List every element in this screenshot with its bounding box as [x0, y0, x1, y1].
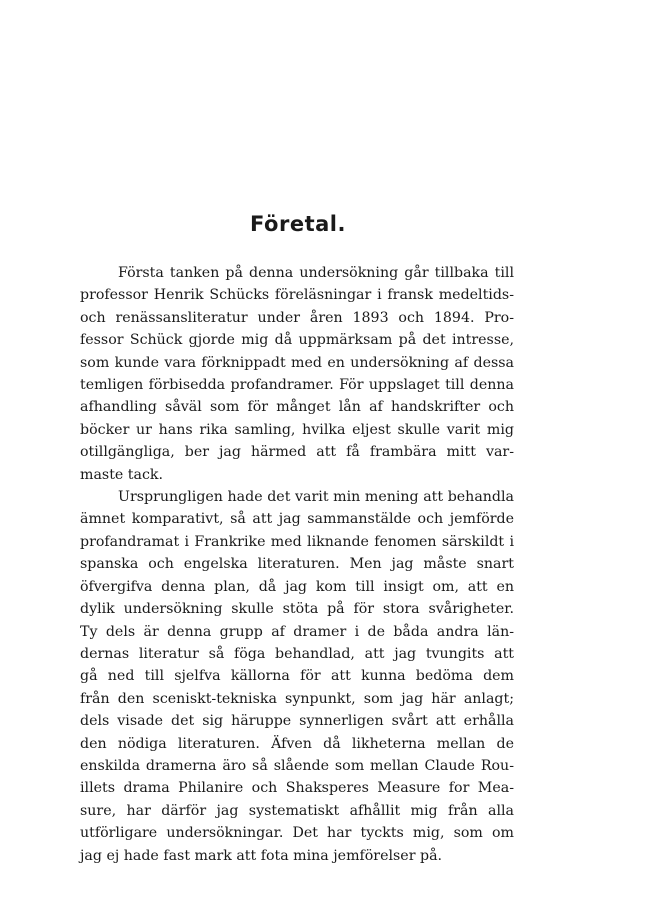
- text-line: och renässansliteratur under åren 1893 och 1894. Pro-: [80, 309, 514, 326]
- text-line: ämnet komparativt, så att jag sammanstälde och jemförde: [80, 511, 514, 528]
- text-line: dylik undersökning skulle stöta på för stora svårigheter.: [80, 601, 514, 618]
- text-line: fessor Schück gjorde mig då uppmärksam på det intresse,: [80, 332, 514, 349]
- text-line: temligen förbisedda profandramer. För uppslaget till denna: [80, 377, 514, 394]
- text-line: från den sceniskt-tekniska synpunkt, som jag här anlagt;: [80, 690, 514, 707]
- text-line: gå ned till sjelfva källorna för att kunna bedöma dem: [80, 668, 514, 685]
- text-line: öfvergifva denna plan, då jag kom till insigt om, att en: [80, 578, 514, 595]
- text-line: som kunde vara förknippadt med en undersökning af dessa: [80, 354, 514, 371]
- page-title: Företal.: [250, 212, 346, 236]
- text-line: dels visade det sig häruppe synnerligen svårt att erhålla: [80, 713, 514, 730]
- text-line: afhandling såväl som för månget lån af handskrifter och: [80, 399, 514, 416]
- text-line: den nödiga literaturen. Äfven då likheterna mellan de: [80, 735, 514, 752]
- text-line: böcker ur hans rika samling, hvilka eljest skulle varit mig: [80, 421, 514, 438]
- text-line: professor Henrik Schücks föreläsningar i fransk medeltids-: [80, 287, 514, 304]
- text-line: sure, har därför jag systematiskt afhållit mig från alla: [80, 802, 514, 819]
- paragraph: [80, 262, 514, 486]
- text-line: dernas literatur så föga behandlad, att jag tvungits att: [80, 645, 514, 662]
- text-line: utförligare undersökningar. Det har tyckts mig, som om: [80, 825, 514, 842]
- text-line: jag ej hade fast mark att fota mina jemförelser på.: [80, 847, 443, 864]
- text-line: Ty dels är denna grupp af dramer i de båda andra län-: [80, 623, 514, 640]
- text-line: enskilda dramerna äro så slående som mellan Claude Rou-: [80, 757, 514, 774]
- preface-body: [80, 262, 514, 867]
- text-line: spanska och engelska literaturen. Men jag måste snart: [80, 556, 514, 573]
- text-line: maste tack.: [80, 466, 164, 483]
- text-line: Ursprungligen hade det varit min mening att behandla: [118, 489, 514, 506]
- text-line: Första tanken på denna undersökning går tillbaka till: [118, 265, 514, 281]
- text-line: otillgängliga, ber jag härmed att få frambära mitt var-: [80, 444, 514, 461]
- text-line: profandramat i Frankrike med liknande fenomen särskildt i: [80, 533, 514, 550]
- text-line: illets drama Philanire och Shaksperes Measure for Mea-: [80, 780, 514, 797]
- paragraph: [80, 486, 514, 867]
